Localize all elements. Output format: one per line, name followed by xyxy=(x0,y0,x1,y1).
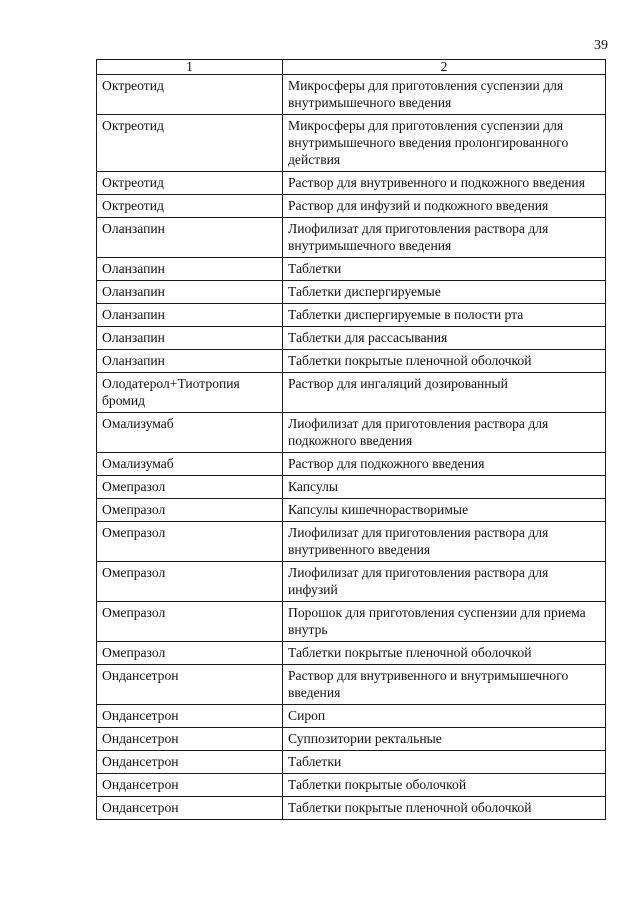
table-row xyxy=(97,172,606,195)
drug-name-cell: Октреотид xyxy=(97,172,283,195)
dosage-form-cell: Раствор для инфузий и подкожного введения xyxy=(283,195,606,218)
column-header-2: 2 xyxy=(283,60,606,75)
table-row xyxy=(97,304,606,327)
table-row xyxy=(97,75,606,115)
dosage-form-cell: Таблетки диспергируемые xyxy=(283,281,606,304)
table-row xyxy=(97,665,606,705)
drug-name-cell: Омепразол xyxy=(97,642,283,665)
table-row xyxy=(97,327,606,350)
dosage-form-cell: Раствор для ингаляций дозированный xyxy=(283,373,606,413)
table-row xyxy=(97,642,606,665)
table-row xyxy=(97,476,606,499)
dosage-form-cell: Раствор для внутривенного и внутримышечного введения xyxy=(283,665,606,705)
drug-table xyxy=(96,59,606,820)
table-row xyxy=(97,258,606,281)
dosage-form-cell: Лиофилизат для приготовления раствора для внутривенного введения xyxy=(283,522,606,562)
table-row xyxy=(97,499,606,522)
dosage-form-cell: Капсулы кишечнорастворимые xyxy=(283,499,606,522)
dosage-form-cell: Таблетки для рассасывания xyxy=(283,327,606,350)
dosage-form-cell: Раствор для внутривенного и подкожного введения xyxy=(283,172,606,195)
dosage-form-cell: Микросферы для приготовления суспензии для внутримышечного введения xyxy=(283,75,606,115)
table-body xyxy=(97,75,606,820)
drug-name-cell: Омепразол xyxy=(97,522,283,562)
drug-name-cell: Октреотид xyxy=(97,75,283,115)
drug-name-cell: Омализумаб xyxy=(97,453,283,476)
table-row xyxy=(97,797,606,820)
table-row xyxy=(97,373,606,413)
table-row xyxy=(97,218,606,258)
dosage-form-cell: Суппозитории ректальные xyxy=(283,728,606,751)
table-row xyxy=(97,350,606,373)
drug-name-cell: Омепразол xyxy=(97,499,283,522)
table-row xyxy=(97,602,606,642)
column-header-1: 1 xyxy=(97,60,283,75)
drug-name-cell: Оланзапин xyxy=(97,218,283,258)
dosage-form-cell: Таблетки покрытые оболочкой xyxy=(283,774,606,797)
dosage-form-cell: Порошок для приготовления суспензии для приема внутрь xyxy=(283,602,606,642)
table-row xyxy=(97,281,606,304)
dosage-form-cell: Таблетки xyxy=(283,751,606,774)
drug-name-cell: Оланзапин xyxy=(97,327,283,350)
drug-name-cell: Октреотид xyxy=(97,115,283,172)
dosage-form-cell: Таблетки покрытые пленочной оболочкой xyxy=(283,642,606,665)
drug-name-cell: Омепразол xyxy=(97,476,283,499)
drug-name-cell: Омепразол xyxy=(97,562,283,602)
table-row xyxy=(97,453,606,476)
table-row xyxy=(97,195,606,218)
dosage-form-cell: Лиофилизат для приготовления раствора для инфузий xyxy=(283,562,606,602)
drug-name-cell: Ондансетрон xyxy=(97,774,283,797)
dosage-form-cell: Таблетки диспергируемые в полости рта xyxy=(283,304,606,327)
drug-name-cell: Ондансетрон xyxy=(97,751,283,774)
dosage-form-cell: Таблетки покрытые пленочной оболочкой xyxy=(283,797,606,820)
drug-name-cell: Омализумаб xyxy=(97,413,283,453)
drug-name-cell: Ондансетрон xyxy=(97,665,283,705)
dosage-form-cell: Раствор для подкожного введения xyxy=(283,453,606,476)
table-row xyxy=(97,774,606,797)
drug-name-cell: Ондансетрон xyxy=(97,705,283,728)
dosage-form-cell: Таблетки покрытые пленочной оболочкой xyxy=(283,350,606,373)
drug-name-cell: Октреотид xyxy=(97,195,283,218)
dosage-form-cell: Лиофилизат для приготовления раствора для внутримышечного введения xyxy=(283,218,606,258)
drug-name-cell: Ондансетрон xyxy=(97,728,283,751)
drug-name-cell: Ондансетрон xyxy=(97,797,283,820)
table-row xyxy=(97,115,606,172)
table-row xyxy=(97,728,606,751)
dosage-form-cell: Капсулы xyxy=(283,476,606,499)
table-row xyxy=(97,522,606,562)
dosage-form-cell: Таблетки xyxy=(283,258,606,281)
dosage-form-cell: Сироп xyxy=(283,705,606,728)
drug-name-cell: Оланзапин xyxy=(97,350,283,373)
table-row xyxy=(97,562,606,602)
table-header-row xyxy=(97,60,606,75)
dosage-form-cell: Микросферы для приготовления суспензии для внутримышечного введения пролонгированного действия xyxy=(283,115,606,172)
table-row xyxy=(97,705,606,728)
page-number: 39 xyxy=(594,38,608,53)
drug-name-cell: Олодатерол+Тиотропия бромид xyxy=(97,373,283,413)
dosage-form-cell: Лиофилизат для приготовления раствора для подкожного введения xyxy=(283,413,606,453)
drug-name-cell: Омепразол xyxy=(97,602,283,642)
drug-name-cell: Оланзапин xyxy=(97,258,283,281)
drug-name-cell: Оланзапин xyxy=(97,281,283,304)
drug-name-cell: Оланзапин xyxy=(97,304,283,327)
table-row xyxy=(97,751,606,774)
table-row xyxy=(97,413,606,453)
